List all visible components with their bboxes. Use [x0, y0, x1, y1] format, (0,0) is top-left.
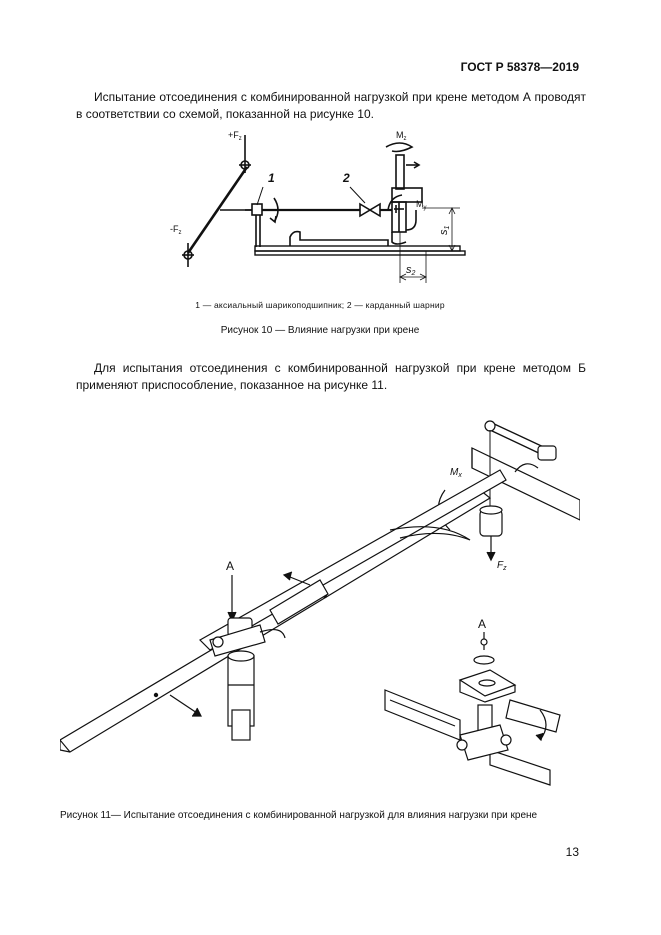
label-item-1: 1: [268, 171, 275, 185]
column-upper: [396, 155, 404, 189]
label-mz: $M_z$: [396, 130, 407, 142]
label-fz-minus: $-F_z$: [170, 224, 182, 236]
base-plate-lower: [255, 251, 465, 255]
detail-beam-right: [490, 750, 550, 785]
figure-10-schematic: [160, 125, 480, 290]
paragraph-method-b: [76, 360, 586, 394]
label-fz: $F_z$: [497, 560, 507, 572]
paragraph-method-b-text: Для испытания отсоединения с комбинированной нагрузкой при крене методом Б применяют приспособление, показанное на рисунке 11.: [76, 361, 586, 392]
top-clamp: [485, 421, 495, 431]
label-a-detail: A: [478, 617, 487, 631]
label-item-2: 2: [343, 171, 350, 185]
label-s1: s1: [438, 225, 451, 235]
label-my: $M_y$: [416, 199, 427, 211]
figure-11-caption: Рисунок 11— Испытание отсоединения с комбинированной нагрузкой для влияния нагрузки при крене: [60, 810, 538, 821]
label-fz-plus: $+F_z$: [228, 130, 242, 142]
base-plate-upper: [255, 246, 460, 251]
figure-10-legend: 1 — аксиальный шарикоподшипник; 2 — карданный шарнир: [195, 300, 445, 310]
detail-beam-left: [385, 690, 460, 740]
axial-bearing: [252, 204, 262, 215]
standard-header: ГОСТ Р 58378—2019: [460, 60, 579, 74]
paragraph-method-a: [76, 89, 586, 123]
paragraph-method-a-text: Испытание отсоединения с комбинированной нагрузкой при крене методом А проводят в соответствии со схемой, показанной на рисунке 10.: [76, 90, 586, 121]
page-number: 13: [565, 845, 579, 859]
label-a-main: A: [226, 559, 235, 573]
figure-10-caption: Рисунок 10 — Влияние нагрузки при крене: [220, 325, 420, 336]
label-s2: s2: [406, 264, 416, 277]
label-mx: $M_x$: [450, 467, 462, 479]
figure-11-illustration: [60, 410, 580, 800]
